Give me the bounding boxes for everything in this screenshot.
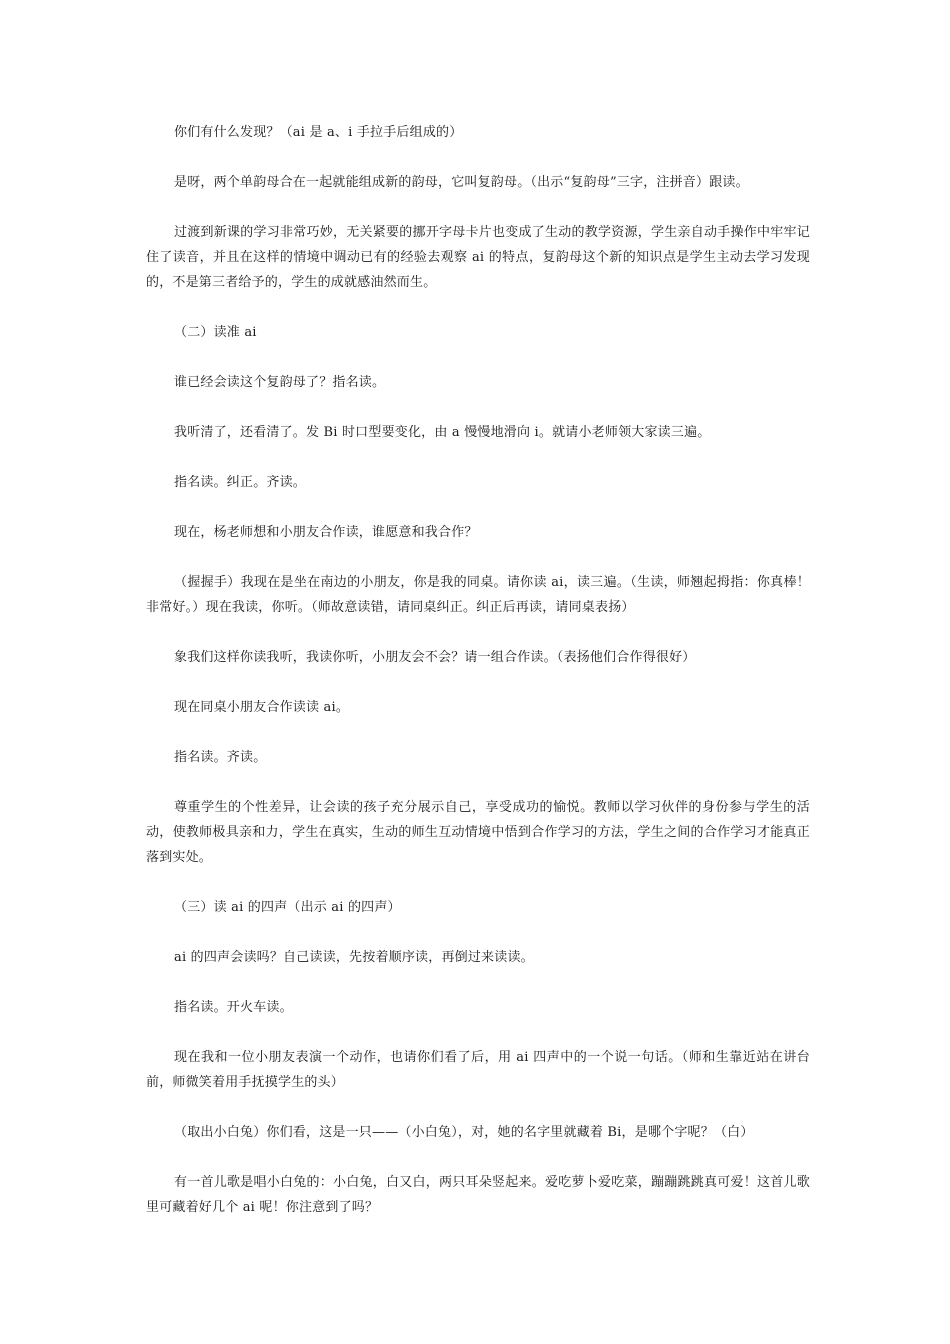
paragraph: 我听清了，还看清了。发 Bi 时口型要变化，由 a 慢慢地滑向 i。就请小老师领大家读三遍。 [174, 425, 711, 440]
paragraph: 是呀，两个单韵母合在一起就能组成新的韵母，它叫复韵母。（出示“复韵母”三字，注拼音）跟读。 [174, 175, 749, 190]
paragraph: 指名读。纠正。齐读。 [174, 475, 307, 490]
paragraph: 谁已经会读这个复韵母了？指名读。 [174, 375, 386, 390]
paragraph: 现在，杨老师想和小朋友合作读，谁愿意和我合作？ [174, 525, 478, 540]
section-heading: （二）读准 ai [174, 325, 257, 340]
paragraph: 尊重学生的个性差异，让会读的孩子充分展示自己，享受成功的愉悦。教师以学习伙伴的身份参与学生的活动，使教师极具亲和力，学生在真实，生动的师生互动情境中悟到合作学习的方法，学生之间的合作学习才能真正落到实处。 [146, 800, 810, 865]
document-body [146, 120, 810, 1245]
paragraph: （握握手）我现在是坐在南边的小朋友，你是我的同桌。请你读 ai，读三遍。（生读，师翘起拇指：你真棒！非常好。）现在我读，你听。（师故意读错，请同桌纠正。纠正后再读，请同桌表扬） [146, 575, 810, 615]
paragraph: 指名读。齐读。 [174, 750, 267, 765]
paragraph: 过渡到新课的学习非常巧妙，无关紧要的挪开字母卡片也变成了生动的教学资源，学生亲自动手操作中牢牢记住了读音，并且在这样的情境中调动已有的经验去观察 ai 的特点，复韵母这个新的知识点是学生主动去学习发现的，不是第三者给予的，学生的成就感油然而生。 [146, 225, 810, 290]
paragraph: 指名读。开火车读。 [174, 1000, 293, 1015]
paragraph: 有一首儿歌是唱小白兔的：小白兔，白又白，两只耳朵竖起来。爱吃萝卜爱吃菜，蹦蹦跳跳真可爱！这首儿歌里可藏着好几个 ai 呢！你注意到了吗？ [146, 1175, 810, 1215]
paragraph: 你们有什么发现？（ai 是 a、i 手拉手后组成的） [174, 125, 463, 140]
paragraph: ai 的四声会读吗？自己读读，先按着顺序读，再倒过来读读。 [174, 950, 534, 965]
paragraph: （取出小白兔）你们看，这是一只——（小白兔），对，她的名字里就藏着 Bi，是哪个字呢？（白） [174, 1125, 754, 1140]
paragraph: 象我们这样你读我听，我读你听，小朋友会不会？请一组合作读。（表扬他们合作得很好） [174, 650, 696, 665]
paragraph: 现在同桌小朋友合作读读 ai。 [174, 700, 350, 715]
section-heading: （三）读 ai 的四声（出示 ai 的四声） [174, 900, 401, 915]
paragraph: 现在我和一位小朋友表演一个动作，也请你们看了后，用 ai 四声中的一个说一句话。（师和生靠近站在讲台前，师微笑着用手抚摸学生的头） [146, 1050, 810, 1090]
